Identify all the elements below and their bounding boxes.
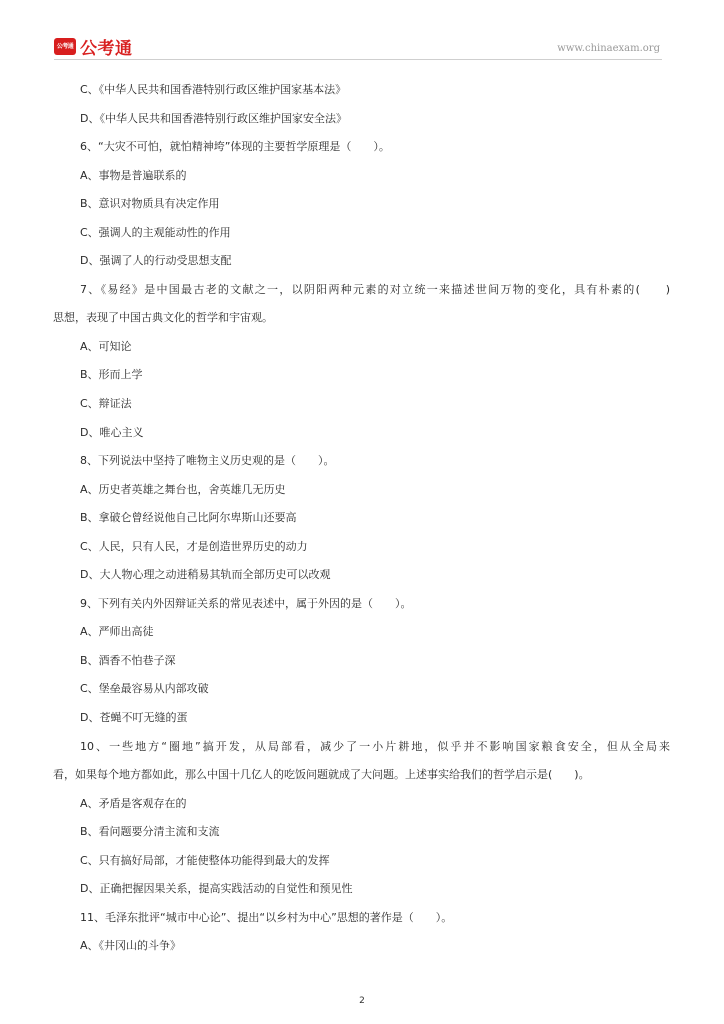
answer-option: B、看问题要分清主流和支流 <box>80 825 220 839</box>
header-divider <box>54 59 662 60</box>
logo-text: 公考通 <box>80 39 133 59</box>
answer-option: A、《井冈山的斗争》 <box>80 939 182 953</box>
site-url: www.chinaexam.org <box>557 43 660 54</box>
answer-option: A、事物是普遍联系的 <box>80 168 187 182</box>
question-stem: 11、毛泽东批评“城市中心论”、提出“以乡村为中心”思想的著作是（ ）。 <box>80 910 453 924</box>
question-stem-continuation: 思想，表现了中国古典文化的哲学和宇宙观。 <box>53 311 273 325</box>
answer-option: B、形而上学 <box>80 368 143 382</box>
answer-option: D、正确把握因果关系，提高实践活动的自觉性和预见性 <box>80 882 353 896</box>
question-stem: 6、“大灾不可怕，就怕精神垮”体现的主要哲学原理是（ ）。 <box>80 140 390 154</box>
answer-option: D、苍蝇不叮无缝的蛋 <box>80 711 188 725</box>
logo-badge-icon: 公考通 <box>54 38 76 55</box>
answer-option: C、《中华人民共和国香港特别行政区维护国家基本法》 <box>80 83 347 96</box>
page-header <box>0 0 724 64</box>
document-body <box>0 76 724 961</box>
question-stem-continuation: 看，如果每个地方都如此，那么中国十几亿人的吃饭问题就成了大问题。上述事实给我们的哲学启示是( )。 <box>53 768 590 782</box>
logo <box>54 34 133 59</box>
answer-option: D、强调了人的行动受思想支配 <box>80 254 232 268</box>
answer-option: D、《中华人民共和国香港特别行政区维护国家安全法》 <box>80 111 347 125</box>
answer-option: A、矛盾是客观存在的 <box>80 796 187 810</box>
answer-option: A、历史者英雄之舞台也，舍英雄几无历史 <box>80 482 286 496</box>
question-stem: 10、一些地方“圈地”搞开发，从局部看，减少了一小片耕地，似乎并不影响国家粮食安全，但从全局来 <box>80 739 670 753</box>
answer-option: D、唯心主义 <box>80 425 144 439</box>
answer-option: D、大人物心理之动进稍易其轨而全部历史可以改观 <box>80 568 331 582</box>
answer-option: B、拿破仑曾经说他自己比阿尔卑斯山还要高 <box>80 511 297 525</box>
answer-option: B、意识对物质具有决定作用 <box>80 197 220 211</box>
answer-option: A、可知论 <box>80 339 132 353</box>
answer-option: B、酒香不怕巷子深 <box>80 653 176 667</box>
question-stem: 8、下列说法中坚持了唯物主义历史观的是（ ）。 <box>80 454 335 468</box>
answer-option: C、人民，只有人民，才是创造世界历史的动力 <box>80 539 308 553</box>
answer-option: C、只有搞好局部，才能使整体功能得到最大的发挥 <box>80 853 330 867</box>
answer-option: C、辩证法 <box>80 397 132 411</box>
answer-option: C、强调人的主观能动性的作用 <box>80 225 231 239</box>
question-stem: 7、《易经》是中国最古老的文献之一，以阴阳两种元素的对立统一来描述世间万物的变化，具有朴素的( ) <box>80 282 670 296</box>
page-number: 2 <box>359 996 365 1006</box>
answer-option: A、严师出高徒 <box>80 625 154 639</box>
answer-option: C、堡垒最容易从内部攻破 <box>80 682 209 696</box>
question-stem: 9、下列有关内外因辩证关系的常见表述中，属于外因的是（ ）。 <box>80 596 412 610</box>
